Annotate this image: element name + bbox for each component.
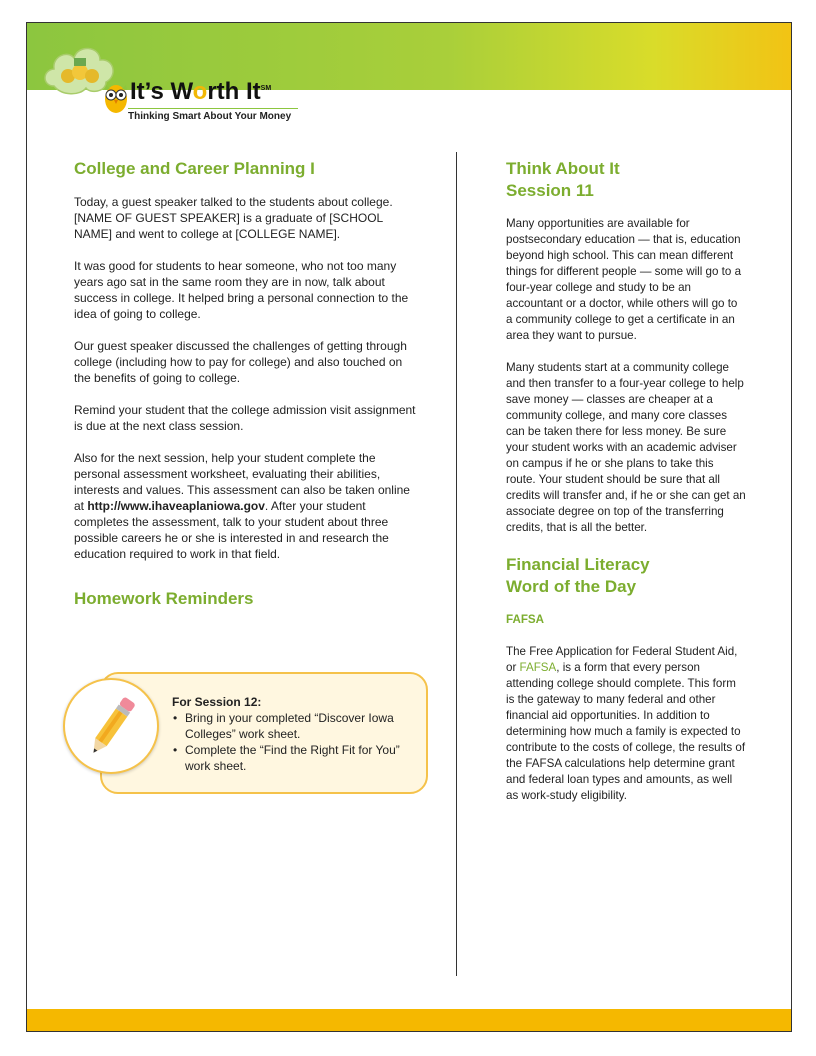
paragraph: Many students start at a community college and then transfer to a four-year college to help save money — classes are cheaper at a community college, and many core classes can be taken there for less money. Be sure your student works with an academic adviser on campus if he or she plans to take this route. Your student should be sure that all credits will transfer and, if he or she can get an associate degree on top of the transferring credits, that is all the better. [506, 361, 746, 534]
column-divider [456, 152, 457, 976]
section-title-financial-literacy: Financial Literacy Word of the Day [506, 555, 650, 596]
reminder-badge [63, 678, 159, 774]
assessment-link[interactable]: http://www.ihaveaplaniowa.gov [87, 499, 265, 513]
list-item: • Bring in your completed “Discover Iowa Colleges” work sheet. [185, 710, 404, 742]
section-title-college-planning: College and Career Planning I [74, 159, 315, 178]
reminder-list [172, 710, 404, 774]
pencil-icon [65, 680, 157, 772]
list-item: • Complete the “Find the Right Fit for You” work sheet. [185, 742, 404, 774]
paragraph: Our guest speaker discussed the challenges of getting through college (including how to pay for college) and also touched on the benefits of going to college. [74, 339, 407, 385]
word-of-the-day: FAFSA [506, 613, 545, 626]
paragraph: The Free Application for Federal Student Aid, or FAFSA, is a form that every person attending college should complete. This form is the gateway to many federal and other financial aid opportunities. In addition to determining how much a family is expected to contribute to the costs of college, the results of the FAFSA calculations help determine grant and federal loan types and amounts, as well as work-study eligibility. [506, 645, 746, 802]
paragraph: It was good for students to hear someone, who not too many years ago sat in the same room they are in now, talk about success in college. It helped bring a personal connection to the idea of going to college. [74, 259, 409, 321]
section-title-think-about-it: Think About It Session 11 [506, 159, 620, 200]
logo-underline [128, 108, 298, 109]
section-title-homework: Homework Reminders [74, 589, 254, 608]
reminder-title: For Session 12: [172, 695, 262, 709]
paragraph: Also for the next session, help your student complete the personal assessment worksheet, evaluating their abilities, interests and values. This assessment can also be taken online at http://www.ihaveaplaniowa.gov. After your student completes the assessment, talk to your student about three possible careers he or she is interested in and research the education required to work in that field. [74, 451, 410, 561]
reminder-content [172, 694, 404, 774]
right-column [506, 158, 746, 804]
left-column [74, 158, 422, 610]
logo-tagline: Thinking Smart About Your Money [128, 111, 292, 122]
paragraph: Today, a guest speaker talked to the students about college. [NAME OF GUEST SPEAKER] is a graduate of [SCHOOL NAME] and went to college at [COLLEGE NAME]. [74, 195, 393, 241]
footer-banner [27, 1009, 791, 1031]
paragraph: Remind your student that the college admission visit assignment is due at the next class session. [74, 403, 416, 433]
paragraph: Many opportunities are available for postsecondary education — that is, education beyond high school. This can mean different things for different people — some will go to a four-year college and study to be an accountant or a doctor, while others will go to a community college to get a certificate in an area they want to pursue. [506, 217, 742, 342]
logo-wordmark: It’s Worth It℠ [130, 78, 272, 105]
owl-logo-icon [102, 79, 130, 115]
